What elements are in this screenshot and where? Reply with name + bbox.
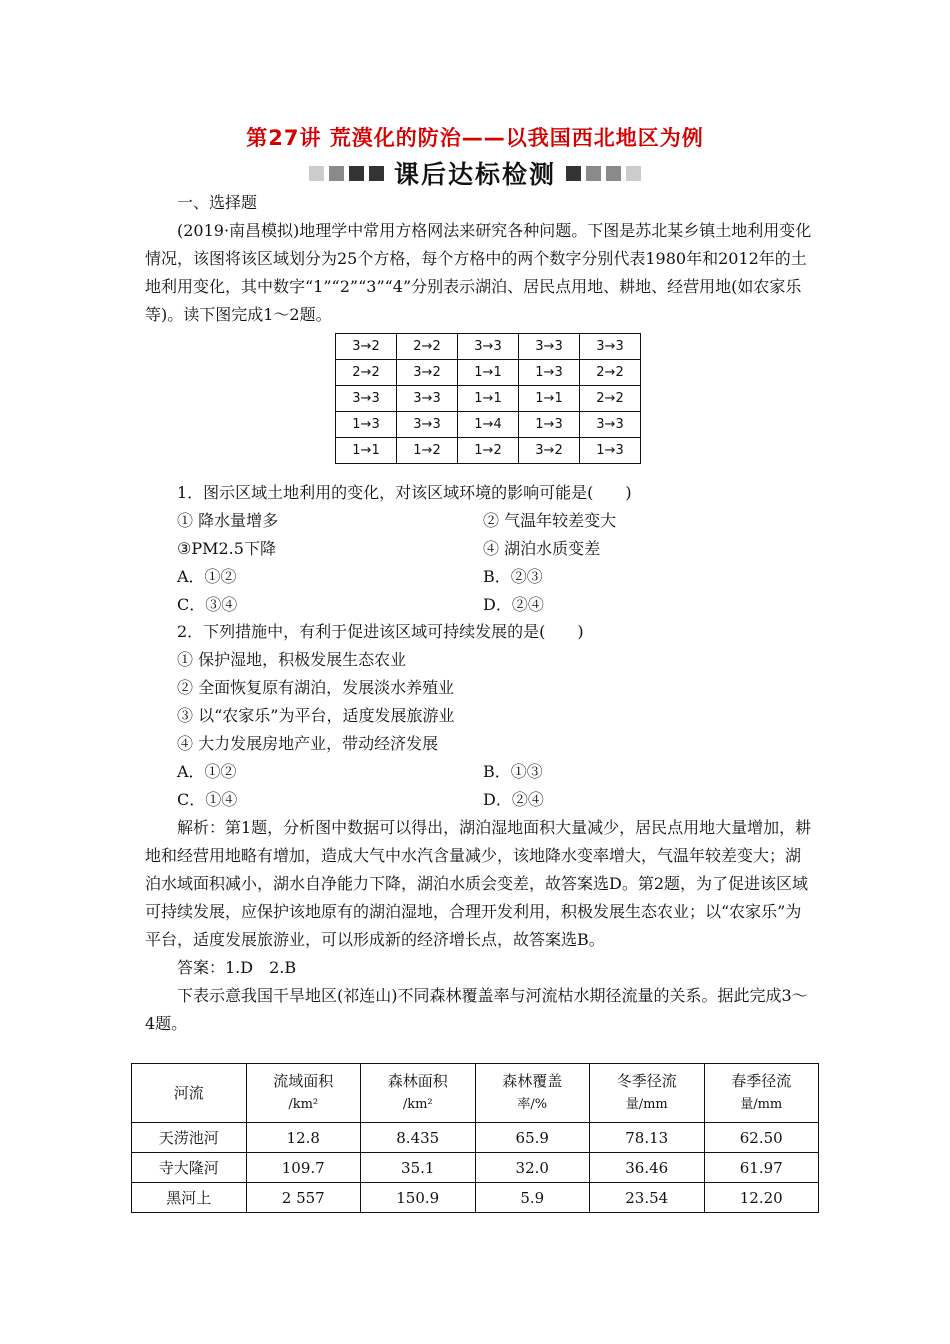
grid-cell: 1→3 [519,360,580,386]
table-cell: 65.9 [475,1123,590,1153]
question-intro: (2019·南昌模拟)地理学中常用方格网法来研究各种问题。下图是苏北某乡镇土地利用变化情况，该图将该区域划分为25个方格，每个方格中的两个数字分别代表1980年和2012年的土地利用变化，其中数字“1”“2”“3”“4”分别表示湖泊、居民点用地、耕地、经营用地(如农家乐等)。读下图完成1～2题。 [145,221,812,324]
table-cell: 150.9 [361,1183,476,1213]
table-cell: 2 557 [246,1183,361,1213]
grid-cell: 2→2 [580,386,641,412]
table-cell: 35.1 [361,1153,476,1183]
table-header-cell [590,1064,705,1123]
table-cell: 61.97 [704,1153,819,1183]
grid-cell: 3→2 [519,438,580,464]
grid-cell: 2→2 [580,360,641,386]
answer-line: 答案：1.D 2.B [177,958,297,977]
grid-cell: 1→1 [458,386,519,412]
banner-squares-right [566,166,641,181]
grid-cell: 1→2 [397,438,458,464]
grid-cell: 1→4 [458,412,519,438]
grid-cell: 1→1 [519,386,580,412]
grid-row [336,360,641,386]
q2-statement-2: ② 全面恢复原有湖泊，发展淡水养殖业 [177,678,455,697]
table-header-row [132,1064,819,1123]
grid-cell: 1→2 [458,438,519,464]
table-cell: 78.13 [590,1123,705,1153]
grid-cell: 1→3 [519,412,580,438]
grid-cell: 3→3 [397,386,458,412]
q2-option-a: A．①② [177,762,237,781]
grid-cell: 1→1 [336,438,397,464]
q2-option-b: B．①③ [483,762,543,781]
grid-cell: 3→3 [336,386,397,412]
banner-square [606,166,621,181]
table-row [132,1153,819,1183]
banner-square [586,166,601,181]
header-label: 流域面积 [273,1072,334,1090]
table-row [132,1183,819,1213]
table-cell: 5.9 [475,1183,590,1213]
banner-square [626,166,641,181]
table-cell: 109.7 [246,1153,361,1183]
grid-cell: 3→3 [580,334,641,360]
q1-statement-3: ③PM2.5下降 [177,539,276,558]
q2-option-d: D．②④ [483,790,544,809]
header-unit: 量/mm [625,1097,668,1112]
table-cell: 62.50 [704,1123,819,1153]
table-cell: 12.8 [246,1123,361,1153]
table-header-cell [704,1064,819,1123]
page-title: 第27讲 荒漠化的防治——以我国西北地区为例 [246,126,704,150]
river-runoff-table [131,1063,819,1213]
header-unit: 量/mm [740,1097,783,1112]
grid-cell: 3→3 [458,334,519,360]
q1-option-d: D．②④ [483,595,544,614]
question-1-stem: 1．图示区域土地利用的变化，对该区域环境的影响可能是( ) [177,483,632,502]
banner-squares-left [309,166,384,181]
grid-cell: 1→1 [458,360,519,386]
grid-row [336,334,641,360]
table-header-cell [132,1064,247,1123]
q2-statement-3: ③ 以“农家乐”为平台，适度发展旅游业 [177,706,455,725]
grid-cell: 3→3 [519,334,580,360]
grid-cell: 3→3 [397,412,458,438]
table-cell: 32.0 [475,1153,590,1183]
q1-option-c: C．③④ [177,595,238,614]
section-heading: 一、选择题 [177,193,258,212]
land-use-grid [335,333,641,464]
grid-cell: 1→3 [580,438,641,464]
question-3-4-intro: 下表示意我国干旱地区(祁连山)不同森林覆盖率与河流枯水期径流量的关系。据此完成3～4题。 [145,986,808,1033]
q2-statement-1: ① 保护湿地，积极发展生态农业 [177,650,407,669]
q1-statement-2: ② 气温年较差变大 [483,511,617,530]
banner-square [369,166,384,181]
question-2-stem: 2．下列措施中，有利于促进该区域可持续发展的是( ) [177,622,584,641]
header-unit: 率/% [517,1097,548,1112]
table-cell: 36.46 [590,1153,705,1183]
banner-square [309,166,324,181]
banner-square [329,166,344,181]
grid-cell: 3→2 [336,334,397,360]
grid-row [336,386,641,412]
header-label: 森林覆盖 [502,1072,563,1090]
header-label: 森林面积 [387,1072,448,1090]
table-cell: 黑河上 [132,1183,247,1213]
grid-row [336,438,641,464]
analysis-paragraph: 解析：第1题，分析图中数据可以得出，湖泊湿地面积大量减少，居民点用地大量增加，耕地和经营用地略有增加，造成大气中水汽含量减少，该地降水变率增大，气温年较差变大；湖泊水域面积减小，湖水自净能力下降，湖泊水质会变差，故答案选D。第2题，为了促进该区域可持续发展，应保护该地原有的湖泊湿地，合理开发利用，积极发展生态农业；以“农家乐”为平台，适度发展旅游业，可以形成新的经济增长点，故答案选B。 [145,818,812,949]
table-header-cell [361,1064,476,1123]
q2-statement-4: ④ 大力发展房地产业，带动经济发展 [177,734,439,753]
grid-cell: 2→2 [397,334,458,360]
table-row [132,1123,819,1153]
header-label: 冬季径流 [616,1072,677,1090]
table-header-cell [246,1064,361,1123]
header-unit: /km² [288,1097,319,1112]
q1-statement-1: ① 降水量增多 [177,511,279,530]
q1-option-a: A．①② [177,567,237,586]
q1-statement-4: ④ 湖泊水质变差 [483,539,601,558]
table-cell: 天涝池河 [132,1123,247,1153]
table-header-cell [475,1064,590,1123]
table-cell: 12.20 [704,1183,819,1213]
table-cell: 寺大隆河 [132,1153,247,1183]
banner-title: 课后达标检测 [393,160,556,189]
grid-cell: 3→2 [397,360,458,386]
section-banner [0,156,950,190]
q2-option-c: C．①④ [177,790,238,809]
table-cell: 8.435 [361,1123,476,1153]
grid-row [336,412,641,438]
banner-square [566,166,581,181]
grid-cell: 3→3 [580,412,641,438]
grid-cell: 2→2 [336,360,397,386]
header-label: 河流 [173,1084,204,1102]
table-cell: 23.54 [590,1183,705,1213]
grid-cell: 1→3 [336,412,397,438]
q1-option-b: B．②③ [483,567,543,586]
banner-square [349,166,364,181]
header-label: 春季径流 [731,1072,792,1090]
header-unit: /km² [402,1097,433,1112]
